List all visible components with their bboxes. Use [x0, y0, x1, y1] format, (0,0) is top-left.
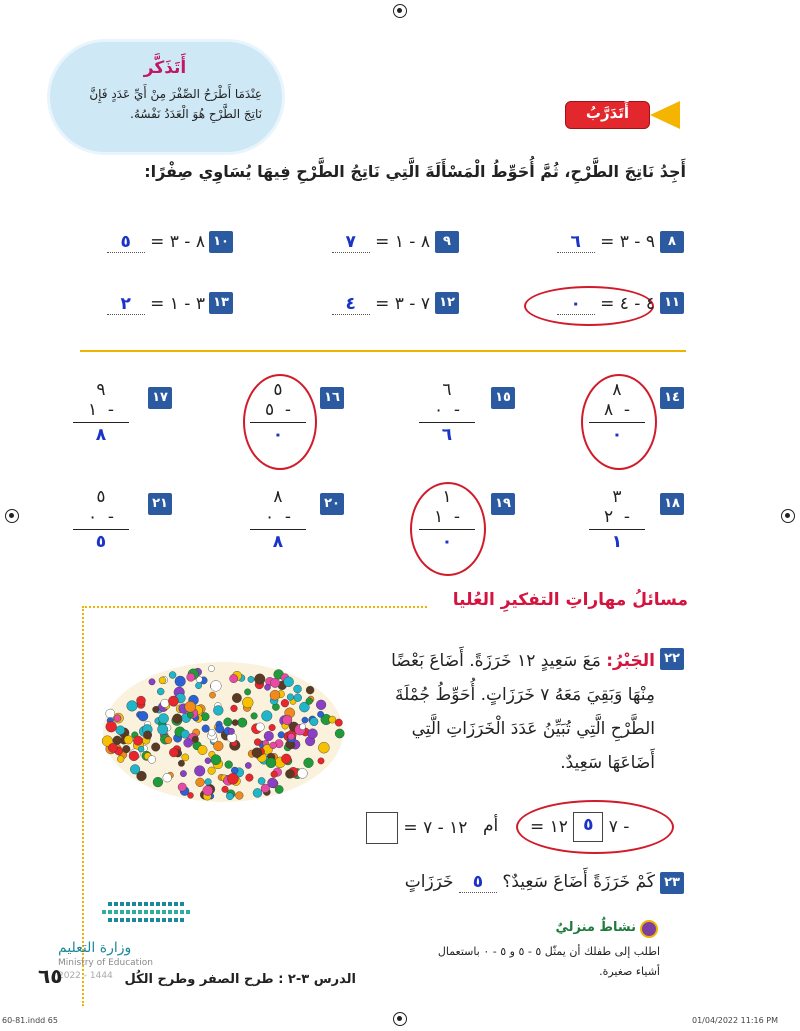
q22-line4: أَضَاعَهَا سَعِيدٌ.: [560, 753, 655, 773]
problem-number: ١٦: [320, 387, 344, 409]
ministry-name-en: Ministry of Education: [58, 958, 153, 968]
q22-line2: مِنْهَا وَبَقِيَ مَعَهُ ٧ خَرَزَاتٍ. أُحَوِّطُ جُمْلَةَ: [394, 685, 655, 705]
equation-expr: ٩ - ٣ =: [600, 232, 655, 252]
section-divider: [80, 350, 686, 352]
problem-number: ١٣: [209, 292, 233, 314]
vertical-problem: [66, 487, 136, 552]
answer-line: [73, 529, 129, 530]
equation-expr: ٧ - ٣ =: [375, 294, 430, 314]
print-info-left: 60-81.indd 65: [2, 1016, 58, 1025]
problem-number: ٢١: [148, 493, 172, 515]
registration-mark-bottom: [393, 1012, 407, 1026]
q22-text: [360, 644, 655, 780]
subtrahend: [412, 507, 482, 527]
subtrahend: [66, 400, 136, 420]
vertical-problem: [412, 487, 482, 552]
minuend: ٥: [96, 487, 106, 507]
problem-number: ١٨: [660, 493, 684, 515]
minuend: ٦: [442, 380, 452, 400]
minus-sign: -: [623, 507, 631, 527]
ministry-name-ar: وزارة التعليم: [58, 940, 132, 956]
option-2: [366, 812, 467, 844]
answer: ٦: [557, 232, 595, 253]
registration-mark-left: [5, 509, 19, 523]
problem-number: ٢٣: [660, 872, 684, 894]
answer: ٢: [107, 294, 145, 315]
minuend: ٨: [612, 380, 622, 400]
subtrahend-value: ٠: [433, 400, 444, 420]
answer-line: [250, 422, 306, 423]
q23-unit: خَرَزَاتٍ: [404, 872, 454, 892]
answer: ٤: [332, 294, 370, 315]
subtrahend: [243, 507, 313, 527]
registration-mark-top: [393, 4, 407, 18]
or-label: أم: [483, 816, 499, 836]
minus-sign: -: [453, 507, 461, 527]
q22-line1-text: مَعَ سَعِيدٍ ١٢ خَرَزَةً. أَضَاعَ بَعْضًا: [391, 651, 601, 671]
minuend: ٨: [273, 487, 283, 507]
ministry-logo-icon: [98, 898, 190, 928]
answer: ٨: [272, 532, 284, 552]
minus-sign: -: [107, 400, 115, 420]
option-1-box[interactable]: [573, 812, 603, 842]
remember-text: عِنْدَمَا أَطْرَحُ الصِّفْرَ مِنْ أَيِّ عَدَدٍ فَإِنَّ نَاتِجَ الطَّرْحِ هُوَ الْعَدَدُ نَفْسُهُ.: [89, 87, 262, 121]
minus-sign: -: [107, 507, 115, 527]
answer-line: [589, 529, 645, 530]
minus-sign: -: [453, 400, 461, 420]
q23-question: كَمْ خَرَزَةً أَضَاعَ سَعِيدٌ؟: [502, 872, 655, 892]
equation-expr: ٨ - ٣ =: [150, 232, 205, 252]
q22-line3: الطَّرْحِ الَّتِي تُبَيِّنُ عَدَدَ الْخَرَزَاتِ الَّتِي: [411, 719, 655, 739]
vertical-problem: [582, 380, 652, 445]
problem-number: ١١: [660, 292, 684, 314]
subtrahend-value: ١: [433, 507, 444, 527]
option-1-lhs: ١٢ -: [549, 817, 630, 837]
equation: [280, 294, 430, 315]
q22-line1: [360, 644, 655, 678]
subtrahend: [243, 400, 313, 420]
practice-label: أَتَدَرَّبُ: [585, 104, 630, 122]
instruction-text: أَجِدُ نَاتِجَ الطَّرْحِ، ثُمَّ أُحَوِّطُ الْمَسْأَلَةَ الَّتِي نَاتِجُ الطَّرْحِ فِيهَا يُسَاوِي صِفْرًا:: [144, 162, 686, 181]
option-1-rhs: = ٧: [530, 817, 618, 837]
vertical-problem: [66, 380, 136, 445]
answer: ٧: [332, 232, 370, 253]
minuend: ٣: [612, 487, 622, 507]
answer: ٠: [611, 425, 623, 445]
equation: [280, 232, 430, 253]
problem-number: ١٢: [435, 292, 459, 314]
minuend: ١: [442, 487, 452, 507]
edition-year: 2022 - 1444: [58, 971, 113, 981]
subtrahend-value: ٥: [264, 400, 275, 420]
remember-title: أَتَذَكَّر: [143, 58, 187, 78]
subtrahend-value: ٨: [603, 400, 614, 420]
minus-sign: -: [623, 400, 631, 420]
answer: ٠: [441, 532, 453, 552]
subtrahend: [582, 400, 652, 420]
vertical-problem: [243, 380, 313, 445]
answer-line: [589, 422, 645, 423]
home-icon: [640, 920, 658, 938]
print-info-right: 01/04/2022 11:16 PM: [692, 1016, 778, 1025]
vertical-problem: [412, 380, 482, 445]
answer: ٥: [107, 232, 145, 253]
vertical-problem: [243, 487, 313, 552]
equation-expr: ٤ - ٤ =: [600, 294, 655, 314]
equation: [505, 294, 655, 315]
problem-number: ٩: [435, 231, 459, 253]
minuend: ٥: [273, 380, 283, 400]
subtrahend-value: ٢: [603, 507, 614, 527]
subtrahend-value: ٠: [264, 507, 275, 527]
registration-mark-right: [781, 509, 795, 523]
subtrahend: [412, 400, 482, 420]
lesson-title: الدرس ٣-٢ : طرح الصفر وطرح الكُل: [124, 972, 356, 987]
problem-number: ٨: [660, 231, 684, 253]
vertical-problem: [582, 487, 652, 552]
beads-image: [88, 632, 358, 822]
home-text: اطلب إلى طفلك أن يمثّل ٥ - ٥ و ٥ - ٠ باستعمال أشياء صغيرة.: [437, 945, 660, 978]
equation-expr: ٨ - ١ =: [375, 232, 430, 252]
minus-sign: -: [284, 400, 292, 420]
q22-label: الجَبْرُ:: [606, 651, 655, 671]
equation: [55, 294, 205, 315]
problem-number: ١٤: [660, 387, 684, 409]
answer: ٦: [441, 425, 453, 445]
answer: ٨: [95, 425, 107, 445]
equation: [55, 232, 205, 253]
option-1-answer: ٥: [583, 815, 594, 835]
page-number: ٦٥: [38, 964, 63, 988]
subtrahend-value: ٠: [87, 507, 98, 527]
answer: ٠: [557, 294, 595, 315]
home-title: نشاطٌ منزليٌ: [555, 920, 636, 935]
option-2-box[interactable]: [366, 812, 398, 844]
hots-dotted-line: [82, 606, 427, 608]
problem-number: ١٠: [209, 231, 233, 253]
practice-arrow-icon: [650, 101, 680, 129]
minus-sign: -: [284, 507, 292, 527]
problem-number: ٢٠: [320, 493, 344, 515]
problem-number: ٢٢: [660, 648, 684, 670]
answer-line: [73, 422, 129, 423]
problem-number: ١٥: [491, 387, 515, 409]
hots-title: مسائلُ مهاراتِ التفكيرِ العُليا: [452, 590, 688, 610]
equation-expr: ٣ - ١ =: [150, 294, 205, 314]
problem-number: ١٩: [491, 493, 515, 515]
option-2-expr: ١٢ - ٧ =: [403, 818, 468, 838]
subtrahend: [66, 507, 136, 527]
option-1: [530, 812, 629, 842]
problem-number: ١٧: [148, 387, 172, 409]
minuend: ٩: [96, 380, 106, 400]
q23-text: [370, 872, 655, 893]
answer-line: [419, 529, 475, 530]
answer-line: [250, 529, 306, 530]
subtrahend: [582, 507, 652, 527]
answer-line: [419, 422, 475, 423]
answer: ٠: [272, 425, 284, 445]
subtrahend-value: ١: [87, 400, 98, 420]
answer: ٥: [459, 872, 497, 893]
answer: ٥: [95, 532, 107, 552]
answer: ١: [611, 532, 623, 552]
equation: [505, 232, 655, 253]
